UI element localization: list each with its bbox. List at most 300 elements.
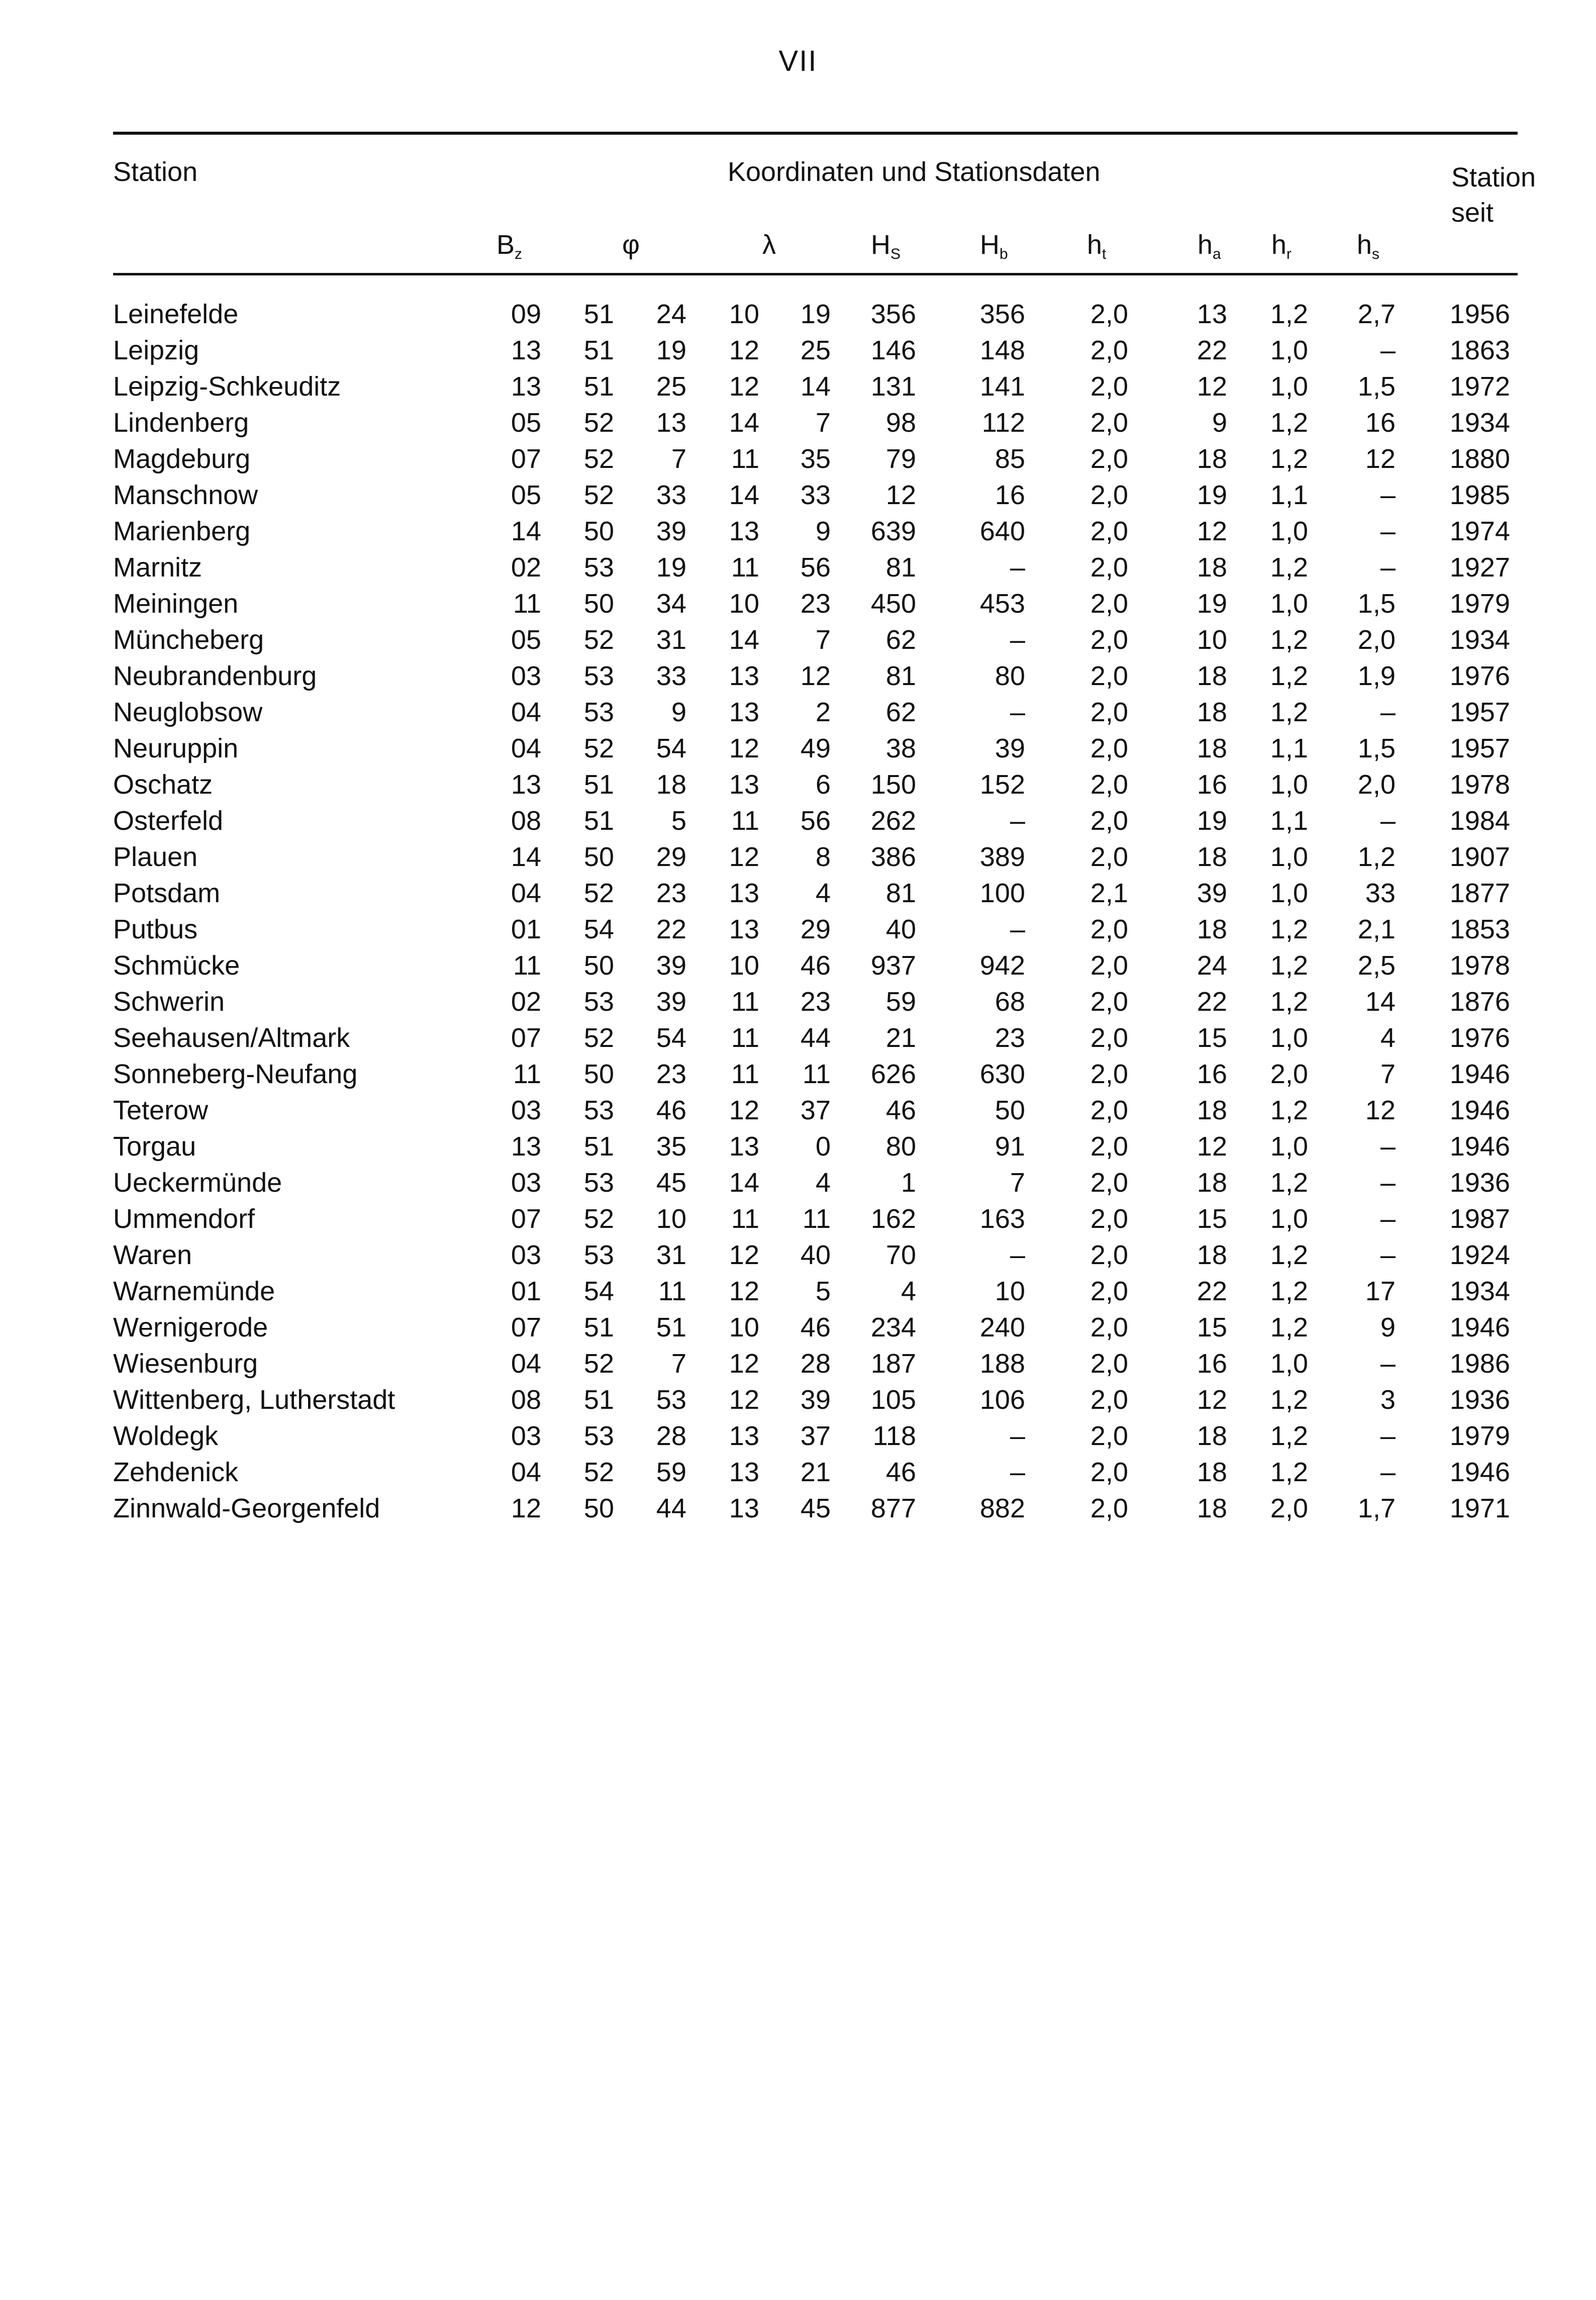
cell-height-barometer: 356 <box>979 299 1025 329</box>
cell-height-snow: – <box>1380 1131 1395 1162</box>
cell-height-station: 626 <box>870 1059 916 1089</box>
cell-bz: 07 <box>511 1312 541 1343</box>
coordinates-group-header: Koordinaten und Stationsdaten <box>728 157 1101 187</box>
cell-phi-min: 22 <box>656 914 686 944</box>
column-symbol-base: h <box>1198 230 1213 260</box>
table-row <box>0 1056 1596 1092</box>
cell-height-thermometer: 2,0 <box>1090 552 1128 583</box>
cell-height-station: 46 <box>885 1095 916 1125</box>
cell-lambda-deg: 13 <box>729 914 759 944</box>
table-row <box>0 405 1596 441</box>
cell-height-anemometer: 18 <box>1196 552 1227 583</box>
cell-height-station: 70 <box>885 1240 916 1270</box>
cell-since-year: 1976 <box>1449 1023 1510 1053</box>
cell-phi-min: 11 <box>658 1276 686 1306</box>
cell-phi-deg: 53 <box>583 1168 614 1198</box>
cell-lambda-deg: 13 <box>729 697 759 727</box>
station-name: Meiningen <box>113 589 239 619</box>
cell-phi-min: 7 <box>671 1349 686 1379</box>
cell-since-year: 1924 <box>1449 1240 1510 1270</box>
cell-phi-min: 46 <box>656 1095 686 1125</box>
cell-height-barometer: 112 <box>981 408 1025 438</box>
cell-height-anemometer: 12 <box>1196 1131 1227 1162</box>
cell-bz: 04 <box>511 697 541 727</box>
cell-bz: 07 <box>511 1204 541 1234</box>
cell-bz: 05 <box>511 625 541 655</box>
cell-lambda-deg: 14 <box>729 408 759 438</box>
cell-lambda-deg: 13 <box>729 1457 759 1487</box>
header-bottom-rule <box>113 273 1518 275</box>
cell-bz: 09 <box>511 299 541 329</box>
cell-height-station: 105 <box>870 1385 916 1415</box>
cell-phi-deg: 52 <box>583 444 614 474</box>
station-since-header-line1: Station <box>1451 162 1536 193</box>
cell-lambda-min: 21 <box>800 1457 831 1487</box>
cell-lambda-deg: 13 <box>729 770 759 800</box>
cell-height-snow: – <box>1380 1240 1395 1270</box>
cell-height-barometer: 141 <box>979 371 1025 402</box>
cell-height-station: 21 <box>885 1023 916 1053</box>
table-row <box>0 332 1596 368</box>
cell-height-snow: – <box>1380 1457 1395 1487</box>
cell-height-station: 262 <box>870 806 916 836</box>
cell-since-year: 1987 <box>1449 1204 1510 1234</box>
cell-lambda-min: 14 <box>800 371 831 402</box>
column-symbol-base: h <box>1087 230 1103 260</box>
cell-lambda-deg: 10 <box>729 950 759 981</box>
cell-height-anemometer: 18 <box>1196 1168 1227 1198</box>
cell-since-year: 1936 <box>1449 1168 1510 1198</box>
cell-phi-deg: 53 <box>583 987 614 1017</box>
cell-height-thermometer: 2,0 <box>1090 1493 1128 1523</box>
cell-lambda-deg: 11 <box>731 1204 759 1234</box>
cell-bz: 04 <box>511 878 541 908</box>
cell-height-raingauge: 1,0 <box>1270 589 1308 619</box>
table-row <box>0 1020 1596 1056</box>
cell-lambda-min: 33 <box>800 480 831 510</box>
cell-since-year: 1972 <box>1449 371 1510 402</box>
cell-bz: 13 <box>511 371 541 402</box>
table-row <box>0 694 1596 730</box>
table-row <box>0 984 1596 1020</box>
cell-height-raingauge: 1,2 <box>1270 552 1308 583</box>
column-symbol-subscript: z <box>515 246 523 262</box>
cell-since-year: 1979 <box>1449 589 1510 619</box>
cell-lambda-min: 46 <box>800 950 831 981</box>
cell-height-snow: – <box>1380 1349 1395 1379</box>
cell-phi-min: 44 <box>656 1493 686 1523</box>
cell-height-station: 81 <box>885 552 916 583</box>
cell-height-station: 386 <box>870 842 916 872</box>
cell-height-thermometer: 2,0 <box>1090 335 1128 365</box>
column-symbol-subscript: t <box>1102 246 1107 262</box>
cell-height-snow: – <box>1380 516 1395 546</box>
cell-lambda-deg: 12 <box>729 371 759 402</box>
cell-bz: 11 <box>513 1059 541 1089</box>
cell-phi-min: 5 <box>671 806 686 836</box>
cell-height-snow: – <box>1380 480 1395 510</box>
cell-phi-deg: 54 <box>583 914 614 944</box>
cell-height-anemometer: 18 <box>1196 1493 1227 1523</box>
cell-height-barometer: 100 <box>979 878 1025 908</box>
cell-lambda-deg: 13 <box>729 1421 759 1451</box>
cell-height-raingauge: 1,0 <box>1270 335 1308 365</box>
column-symbol-hs-snow <box>1357 231 1379 262</box>
cell-lambda-deg: 11 <box>731 1059 759 1089</box>
table-row <box>0 1382 1596 1418</box>
table-row <box>0 766 1596 803</box>
cell-phi-min: 51 <box>656 1312 686 1343</box>
cell-height-raingauge: 1,1 <box>1270 733 1308 763</box>
cell-bz: 03 <box>511 1240 541 1270</box>
cell-height-thermometer: 2,0 <box>1090 770 1128 800</box>
cell-height-snow: 2,1 <box>1357 914 1395 944</box>
cell-height-barometer: 882 <box>979 1493 1025 1523</box>
cell-bz: 03 <box>511 1095 541 1125</box>
cell-height-thermometer: 2,0 <box>1090 1023 1128 1053</box>
cell-height-raingauge: 1,1 <box>1270 806 1308 836</box>
cell-height-raingauge: 1,0 <box>1270 842 1308 872</box>
cell-height-barometer: 68 <box>994 987 1025 1017</box>
column-symbol-subscript: r <box>1286 246 1292 262</box>
cell-since-year: 1979 <box>1449 1421 1510 1451</box>
cell-since-year: 1957 <box>1449 697 1510 727</box>
cell-height-station: 40 <box>885 914 916 944</box>
cell-height-snow: – <box>1380 1204 1395 1234</box>
cell-phi-min: 33 <box>656 661 686 691</box>
cell-height-anemometer: 12 <box>1196 1385 1227 1415</box>
column-symbol-base: H <box>980 230 1000 260</box>
cell-bz: 02 <box>511 552 541 583</box>
table-row <box>0 477 1596 513</box>
cell-since-year: 1978 <box>1449 950 1510 981</box>
table-row <box>0 1128 1596 1165</box>
cell-lambda-deg: 11 <box>731 444 759 474</box>
column-symbol-hr <box>1271 231 1291 262</box>
cell-height-snow: 3 <box>1380 1385 1395 1415</box>
cell-height-thermometer: 2,0 <box>1090 1204 1128 1234</box>
cell-phi-deg: 54 <box>583 1276 614 1306</box>
cell-bz: 02 <box>511 987 541 1017</box>
cell-lambda-deg: 14 <box>729 625 759 655</box>
cell-lambda-deg: 10 <box>729 589 759 619</box>
cell-lambda-min: 9 <box>815 516 831 546</box>
cell-height-raingauge: 1,0 <box>1270 1349 1308 1379</box>
cell-since-year: 1946 <box>1449 1059 1510 1089</box>
table-row <box>0 1418 1596 1454</box>
cell-bz: 13 <box>511 1131 541 1162</box>
cell-lambda-deg: 10 <box>729 1312 759 1343</box>
cell-height-raingauge: 1,0 <box>1270 371 1308 402</box>
cell-phi-min: 13 <box>656 408 686 438</box>
cell-height-snow: 12 <box>1365 444 1395 474</box>
cell-phi-deg: 51 <box>583 1385 614 1415</box>
cell-lambda-min: 12 <box>800 661 831 691</box>
station-name: Neuglobsow <box>113 697 263 727</box>
cell-bz: 08 <box>511 806 541 836</box>
cell-height-barometer: 240 <box>979 1312 1025 1343</box>
table-row <box>0 513 1596 549</box>
cell-lambda-min: 29 <box>800 914 831 944</box>
cell-since-year: 1934 <box>1449 625 1510 655</box>
cell-bz: 05 <box>511 408 541 438</box>
cell-height-anemometer: 9 <box>1212 408 1227 438</box>
station-name: Potsdam <box>113 878 221 908</box>
station-name: Müncheberg <box>113 625 264 655</box>
table-row <box>0 1490 1596 1526</box>
cell-height-raingauge: 1,0 <box>1270 1204 1308 1234</box>
cell-height-anemometer: 15 <box>1196 1204 1227 1234</box>
cell-height-barometer: – <box>1010 1457 1025 1487</box>
cell-lambda-deg: 13 <box>729 516 759 546</box>
station-name: Seehausen/Altmark <box>113 1023 350 1053</box>
cell-height-anemometer: 16 <box>1196 1349 1227 1379</box>
cell-phi-deg: 50 <box>583 516 614 546</box>
page-number: VII <box>778 45 818 77</box>
cell-lambda-min: 37 <box>800 1095 831 1125</box>
station-name: Woldegk <box>113 1421 219 1451</box>
cell-lambda-min: 56 <box>800 552 831 583</box>
table-row <box>0 875 1596 911</box>
cell-height-raingauge: 1,0 <box>1270 1023 1308 1053</box>
column-symbol-base: B <box>496 230 515 260</box>
cell-height-station: 118 <box>872 1421 916 1451</box>
cell-height-anemometer: 12 <box>1196 516 1227 546</box>
cell-height-raingauge: 1,2 <box>1270 661 1308 691</box>
cell-height-station: 62 <box>885 625 916 655</box>
station-name: Manschnow <box>113 480 258 510</box>
cell-height-snow: – <box>1380 1421 1395 1451</box>
cell-height-thermometer: 2,0 <box>1090 625 1128 655</box>
cell-bz: 11 <box>513 589 541 619</box>
cell-height-thermometer: 2,0 <box>1090 1131 1128 1162</box>
cell-height-anemometer: 19 <box>1196 480 1227 510</box>
cell-lambda-min: 23 <box>800 589 831 619</box>
cell-height-raingauge: 1,0 <box>1270 770 1308 800</box>
cell-height-barometer: – <box>1010 806 1025 836</box>
cell-phi-deg: 52 <box>583 1023 614 1053</box>
cell-since-year: 1971 <box>1449 1493 1510 1523</box>
cell-phi-min: 18 <box>656 770 686 800</box>
cell-height-thermometer: 2,0 <box>1090 1059 1128 1089</box>
cell-phi-deg: 52 <box>583 480 614 510</box>
cell-height-thermometer: 2,0 <box>1090 408 1128 438</box>
station-name: Schmücke <box>113 950 240 981</box>
cell-height-snow: – <box>1380 1168 1395 1198</box>
cell-height-barometer: 152 <box>979 770 1025 800</box>
cell-height-snow: 2,7 <box>1357 299 1395 329</box>
table-row <box>0 586 1596 622</box>
cell-phi-deg: 52 <box>583 625 614 655</box>
cell-phi-min: 31 <box>656 1240 686 1270</box>
cell-lambda-deg: 13 <box>729 1131 759 1162</box>
cell-height-station: 4 <box>901 1276 916 1306</box>
column-symbol-base: h <box>1357 230 1372 260</box>
cell-phi-min: 35 <box>656 1131 686 1162</box>
cell-bz: 08 <box>511 1385 541 1415</box>
cell-height-anemometer: 18 <box>1196 1095 1227 1125</box>
cell-height-anemometer: 18 <box>1196 661 1227 691</box>
table-row <box>0 1346 1596 1382</box>
cell-height-barometer: 163 <box>979 1204 1025 1234</box>
cell-height-station: 12 <box>885 480 916 510</box>
cell-height-station: 162 <box>870 1204 916 1234</box>
cell-height-station: 80 <box>885 1131 916 1162</box>
cell-lambda-min: 6 <box>815 770 831 800</box>
cell-height-barometer: 39 <box>994 733 1025 763</box>
cell-phi-deg: 51 <box>583 335 614 365</box>
cell-height-barometer: – <box>1010 552 1025 583</box>
station-name: Marnitz <box>113 552 203 583</box>
cell-phi-deg: 51 <box>583 299 614 329</box>
cell-since-year: 1946 <box>1449 1095 1510 1125</box>
cell-height-station: 131 <box>870 371 916 402</box>
station-name: Leinefelde <box>113 299 239 329</box>
cell-height-thermometer: 2,0 <box>1090 1421 1128 1451</box>
cell-since-year: 1978 <box>1449 770 1510 800</box>
cell-height-snow: 2,0 <box>1357 770 1395 800</box>
station-name: Marienberg <box>113 516 251 546</box>
cell-height-barometer: 91 <box>994 1131 1025 1162</box>
cell-height-thermometer: 2,0 <box>1090 1349 1128 1379</box>
column-symbol-hb <box>980 231 1008 262</box>
column-symbol-base: h <box>1271 230 1287 260</box>
cell-height-snow: 16 <box>1365 408 1395 438</box>
cell-height-raingauge: 1,2 <box>1270 1276 1308 1306</box>
cell-height-thermometer: 2,0 <box>1090 914 1128 944</box>
cell-phi-min: 34 <box>656 589 686 619</box>
cell-phi-min: 54 <box>656 733 686 763</box>
cell-lambda-min: 7 <box>815 625 831 655</box>
cell-height-snow: 1,5 <box>1357 733 1395 763</box>
cell-height-snow: 1,7 <box>1357 1493 1395 1523</box>
cell-since-year: 1907 <box>1449 842 1510 872</box>
cell-phi-min: 10 <box>656 1204 686 1234</box>
cell-height-barometer: 85 <box>994 444 1025 474</box>
station-name: Leipzig <box>113 335 200 365</box>
station-name: Magdeburg <box>113 444 251 474</box>
cell-height-snow: 12 <box>1365 1095 1395 1125</box>
cell-since-year: 1853 <box>1449 914 1510 944</box>
cell-height-snow: 9 <box>1380 1312 1395 1343</box>
cell-height-anemometer: 18 <box>1196 444 1227 474</box>
cell-height-thermometer: 2,0 <box>1090 589 1128 619</box>
cell-since-year: 1984 <box>1449 806 1510 836</box>
cell-phi-deg: 53 <box>583 661 614 691</box>
cell-phi-deg: 51 <box>583 1131 614 1162</box>
cell-height-snow: 2,0 <box>1357 625 1395 655</box>
cell-phi-min: 24 <box>656 299 686 329</box>
cell-height-barometer: – <box>1010 1240 1025 1270</box>
cell-height-station: 234 <box>870 1312 916 1343</box>
cell-height-station: 150 <box>870 770 916 800</box>
station-name: Osterfeld <box>113 806 224 836</box>
cell-lambda-min: 23 <box>800 987 831 1017</box>
cell-phi-min: 54 <box>656 1023 686 1053</box>
cell-height-anemometer: 22 <box>1196 987 1227 1017</box>
cell-lambda-deg: 11 <box>731 552 759 583</box>
cell-lambda-deg: 12 <box>729 842 759 872</box>
cell-phi-deg: 51 <box>583 770 614 800</box>
cell-height-snow: 1,5 <box>1357 371 1395 402</box>
table-row <box>0 911 1596 947</box>
cell-since-year: 1877 <box>1449 878 1510 908</box>
cell-height-station: 639 <box>870 516 916 546</box>
cell-lambda-deg: 14 <box>729 1168 759 1198</box>
cell-height-barometer: 7 <box>1010 1168 1025 1198</box>
cell-lambda-deg: 13 <box>729 661 759 691</box>
cell-phi-deg: 50 <box>583 1493 614 1523</box>
station-name: Torgau <box>113 1131 196 1162</box>
cell-height-snow: – <box>1380 697 1395 727</box>
cell-lambda-min: 0 <box>815 1131 831 1162</box>
cell-phi-min: 19 <box>656 335 686 365</box>
cell-phi-deg: 52 <box>583 1204 614 1234</box>
table-row <box>0 1237 1596 1273</box>
cell-height-anemometer: 18 <box>1196 1457 1227 1487</box>
cell-lambda-min: 28 <box>800 1349 831 1379</box>
cell-height-raingauge: 1,2 <box>1270 1421 1308 1451</box>
cell-height-thermometer: 2,0 <box>1090 516 1128 546</box>
cell-height-barometer: 106 <box>979 1385 1025 1415</box>
cell-since-year: 1934 <box>1449 408 1510 438</box>
table-row <box>0 1273 1596 1309</box>
cell-phi-deg: 52 <box>583 408 614 438</box>
station-name: Teterow <box>113 1095 209 1125</box>
station-since-header <box>1451 160 1536 230</box>
cell-height-snow: – <box>1380 335 1395 365</box>
cell-bz: 11 <box>513 950 541 981</box>
cell-height-anemometer: 39 <box>1196 878 1227 908</box>
cell-lambda-min: 4 <box>815 1168 831 1198</box>
station-name: Putbus <box>113 914 198 944</box>
column-symbol-subscript: a <box>1213 246 1221 262</box>
cell-bz: 03 <box>511 661 541 691</box>
cell-lambda-min: 44 <box>800 1023 831 1053</box>
cell-phi-min: 31 <box>656 625 686 655</box>
cell-lambda-min: 4 <box>815 878 831 908</box>
cell-phi-min: 7 <box>671 444 686 474</box>
cell-height-snow: 14 <box>1365 987 1395 1017</box>
cell-since-year: 1936 <box>1449 1385 1510 1415</box>
station-since-header-line2: seit <box>1451 198 1494 228</box>
cell-bz: 01 <box>511 1276 541 1306</box>
cell-height-thermometer: 2,0 <box>1090 371 1128 402</box>
cell-phi-min: 39 <box>656 987 686 1017</box>
cell-height-anemometer: 15 <box>1196 1312 1227 1343</box>
cell-height-station: 46 <box>885 1457 916 1487</box>
column-symbol-bz <box>496 231 522 262</box>
cell-lambda-deg: 12 <box>729 1349 759 1379</box>
cell-lambda-deg: 10 <box>729 299 759 329</box>
cell-bz: 04 <box>511 733 541 763</box>
cell-lambda-min: 11 <box>802 1204 831 1234</box>
cell-height-barometer: 942 <box>979 950 1025 981</box>
cell-lambda-min: 56 <box>800 806 831 836</box>
cell-height-snow: 1,9 <box>1357 661 1395 691</box>
cell-height-raingauge: 1,2 <box>1270 299 1308 329</box>
cell-height-barometer: – <box>1010 625 1025 655</box>
cell-since-year: 1974 <box>1449 516 1510 546</box>
station-name: Ummendorf <box>113 1204 255 1234</box>
cell-lambda-deg: 12 <box>729 1385 759 1415</box>
cell-phi-min: 53 <box>656 1385 686 1415</box>
cell-phi-deg: 51 <box>583 371 614 402</box>
cell-height-anemometer: 24 <box>1196 950 1227 981</box>
cell-phi-min: 33 <box>656 480 686 510</box>
cell-height-station: 81 <box>885 878 916 908</box>
cell-height-anemometer: 15 <box>1196 1023 1227 1053</box>
